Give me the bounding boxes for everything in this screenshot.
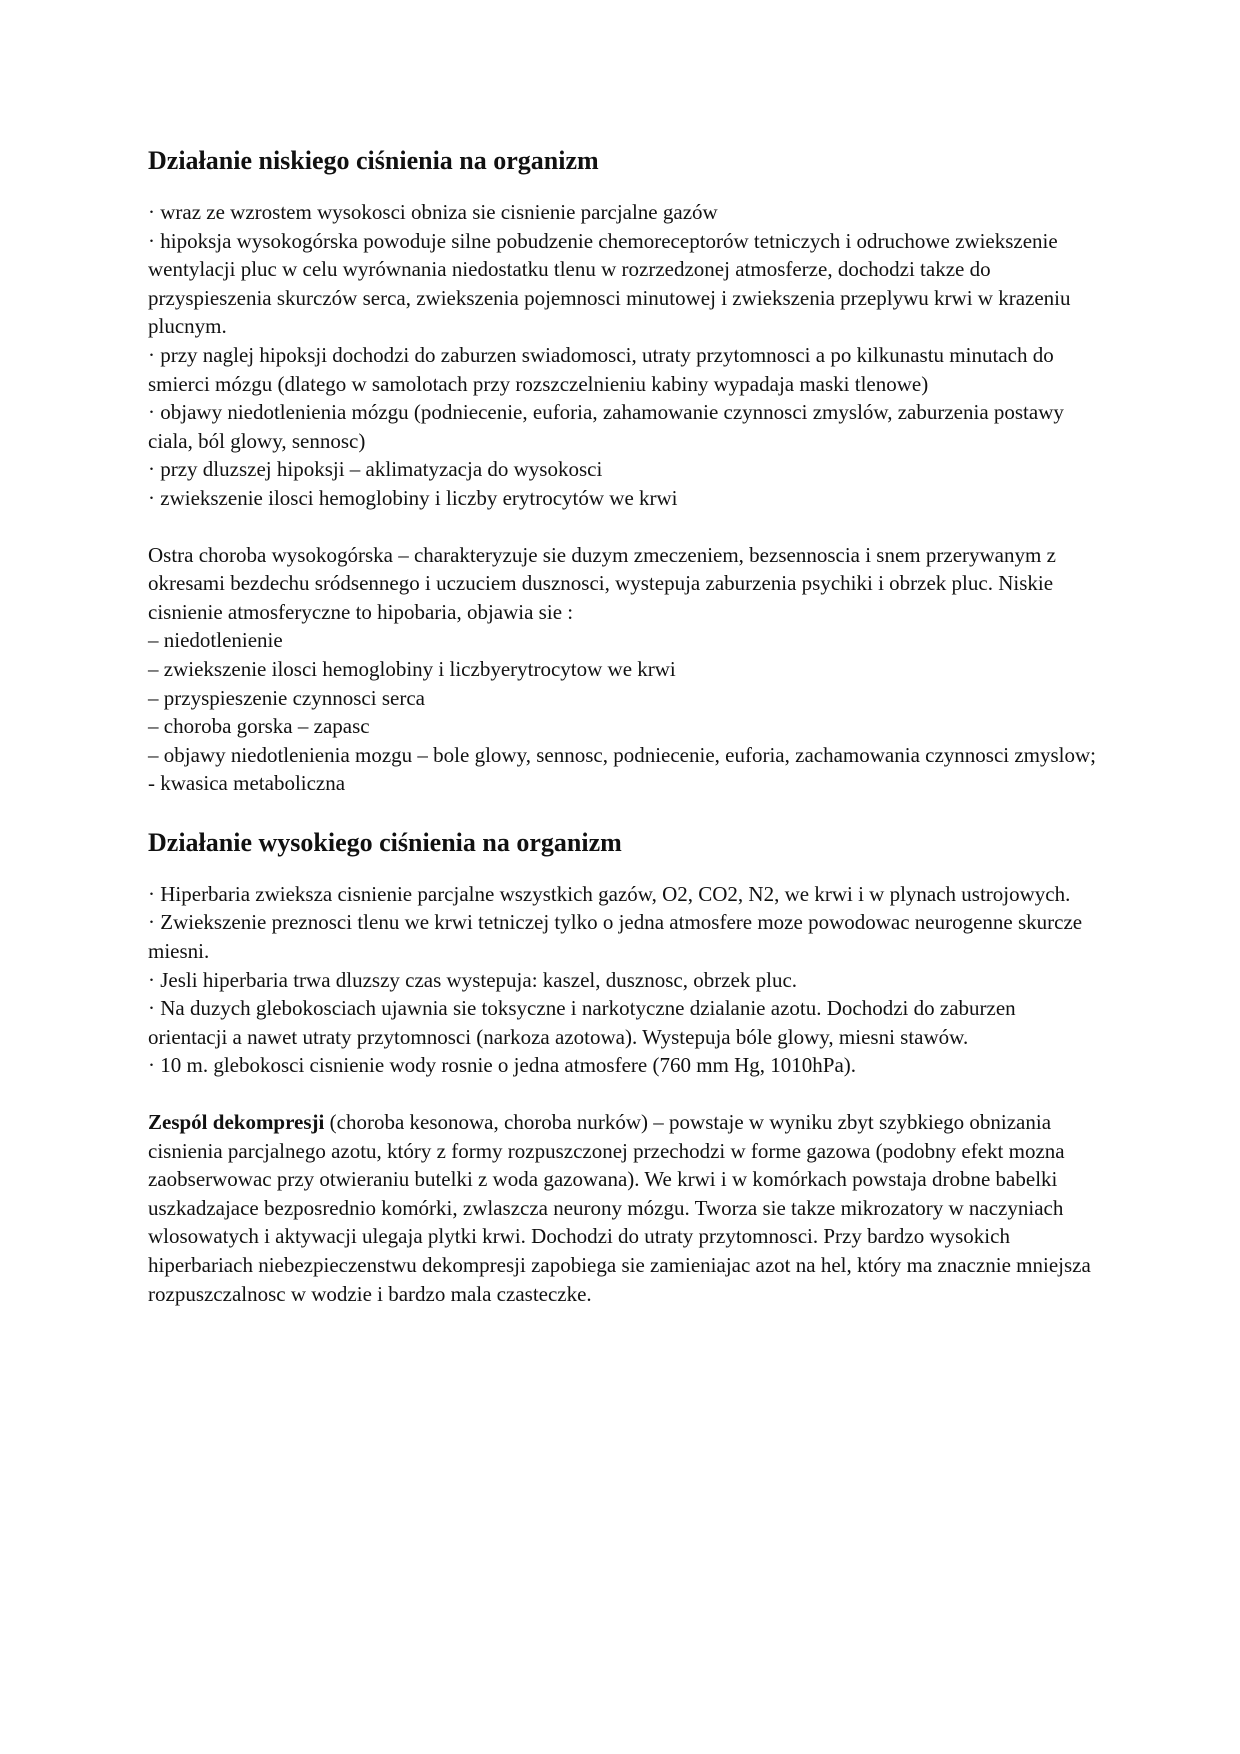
bullet-item: · Hiperbaria zwieksza cisnienie parcjalne wszystkich gazów, O2, CO2, N2, we krwi i w plynach ustrojowych.: [148, 881, 1071, 906]
section-heading-low-pressure: Działanie niskiego ciśnienia na organizm: [148, 146, 599, 175]
hypobaria-symptom-list: [148, 626, 1098, 798]
bullet-item: · Jesli hiperbaria trwa dluzszy czas wystepuja: kaszel, dusznosc, obrzek pluc.: [148, 967, 798, 992]
paragraph-gap: [148, 513, 1098, 541]
bullet-item: · przy dluzszej hipoksji – aklimatyzacja do wysokosci: [148, 457, 603, 482]
list-item: – niedotlenienie: [148, 628, 283, 653]
section-heading-high-pressure: Działanie wysokiego ciśnienia na organizm: [148, 827, 622, 857]
list-item: – choroba gorska – zapasc: [148, 714, 370, 739]
paragraph-gap: [148, 1080, 1098, 1108]
document-page: [148, 144, 1098, 1308]
bullet-item: · wraz ze wzrostem wysokosci obniza sie cisnienie parcjalne gazów: [148, 200, 718, 224]
list-item: – objawy niedotlenienia mozgu – bole glowy, sennosc, podniecenie, euforia, zachamowania czynnosci zmyslow;: [148, 742, 1097, 767]
bullet-item: · Na duzych glebokosciach ujawnia sie toksyczne i narkotyczne dzialanie azotu. Dochodzi do zaburzen orientacji a nawet utraty przytomnosci (narkoza azotowa). Wystepuja bóle glowy, miesni stawów.: [148, 996, 1016, 1049]
list-item: – zwiekszenie ilosci hemoglobiny i liczbyerytrocytow we krwi: [148, 656, 676, 681]
high-pressure-bullets: [148, 880, 1098, 1080]
list-item: - kwasica metaboliczna: [148, 771, 346, 796]
bullet-item: · 10 m. glebokosci cisnienie wody rosnie o jedna atmosfere (760 mm Hg, 1010hPa).: [148, 1053, 857, 1078]
bullet-item: · przy naglej hipoksji dochodzi do zaburzen swiadomosci, utraty przytomnosci a po kilkunastu minutach do smierci mózgu (dlatego w samolotach przy rozszczelnieniu kabiny wypadaja maski tlenowe): [148, 342, 1054, 396]
decompression-term: Zespól dekompresji: [148, 1110, 325, 1135]
list-item: – przyspieszenie czynnosci serca: [148, 685, 425, 710]
altitude-sickness-paragraph: Ostra choroba wysokogórska – charakteryzuje sie duzym zmeczeniem, bezsennoscia i snem przerywanym z okresami bezdechu sródsennego i uczuciem dusznosci, wystepuja zaburzenia psychiki i obrzek pluc. Niskie cisnienie atmosferyczne to hipobaria, objawia sie :: [148, 542, 1056, 624]
bullet-item: · zwiekszenie ilosci hemoglobiny i liczby erytrocytów we krwi: [148, 485, 678, 510]
bullet-item: · objawy niedotlenienia mózgu (podniecenie, euforia, zahamowanie czynnosci zmyslów, zaburzenia postawy ciala, ból glowy, sennosc): [148, 400, 1064, 453]
decompression-paragraph: [148, 1108, 1098, 1308]
bullet-item: · Zwiekszenie preznosci tlenu we krwi tetniczej tylko o jedna atmosfere moze powodowac neurogenne skurcze miesni.: [148, 910, 1083, 964]
low-pressure-bullets: [148, 198, 1098, 513]
bullet-item: · hipoksja wysokogórska powoduje silne pobudzenie chemoreceptorów tetniczych i odruchowe zwiekszenie wentylacji pluc w celu wyrównania niedostatku tlenu w rozrzedzonej atmosferze, dochodzi takze do przyspieszenia skurczów serca, zwiekszenia pojemnosci minutowej i zwiekszenia przeplywu krwi w krazeniu plucnym.: [148, 228, 1071, 339]
decompression-text: (choroba kesonowa, choroba nurków) – powstaje w wyniku zbyt szybkiego obnizania cisnienia parcjalnego azotu, który z formy rozpuszczonej przechodzi w forme gazowa (podobny efekt mozna zaobserwowac przy otwieraniu butelki z woda gazowana). We krwi i w komórkach powstaja drobne babelki uszkadzajace bezposrednio komórki, zwlaszcza neurony mózgu. Tworza sie takze mikrozatory w naczyniach wlosowatych i aktywacji ulegaja plytki krwi. Dochodzi do utraty przytomnosci. Przy bardzo wysokich hiperbariach niebezpieczenstwu dekompresji zapobiega sie zamieniajac azot na hel, który ma znacznie mniejsza rozpuszczalnosc w wodzie i bardzo mala czasteczke.: [148, 1110, 1091, 1306]
